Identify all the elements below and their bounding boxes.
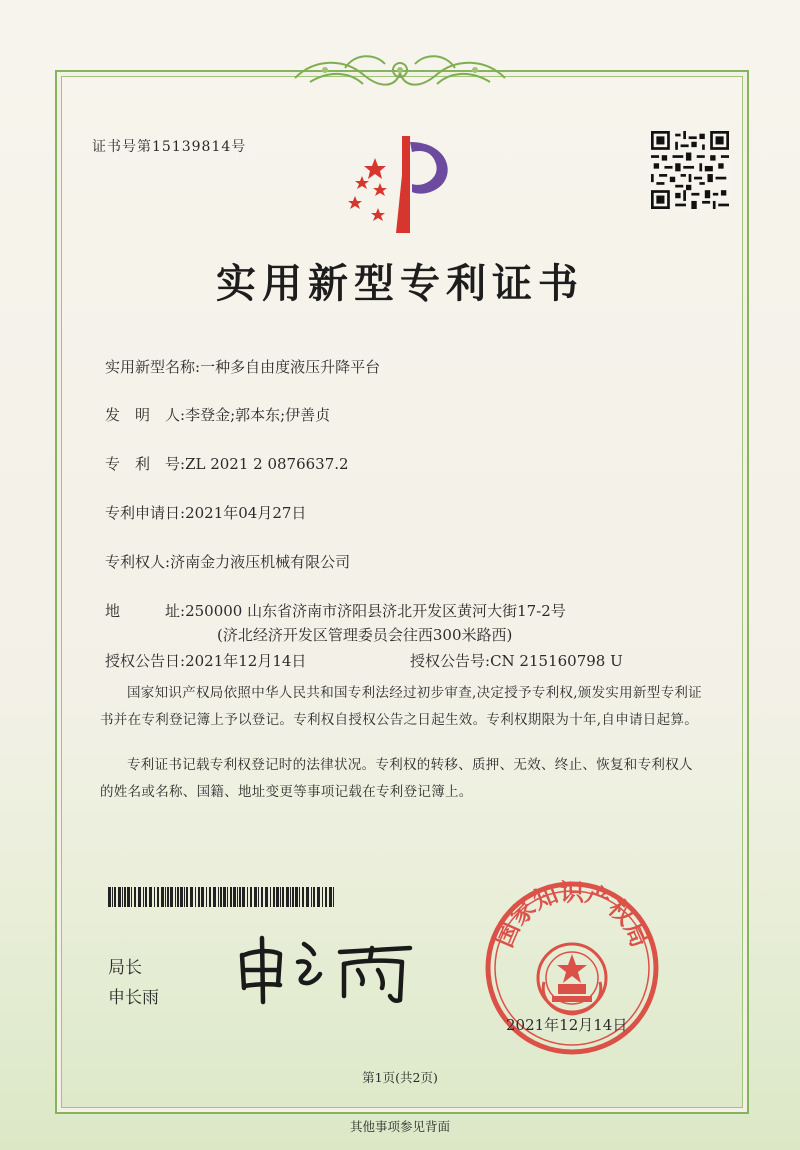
handwritten-signature [232,930,417,1005]
inventor-value: 李登金;郭本东;伊善贞 [185,406,331,424]
utility-model-name-value: 一种多自由度液压升降平台 [200,358,381,376]
address-row [105,600,566,621]
announcement-date-label: 授权公告日: [105,652,186,670]
footer-note: 其他事项参见背面 [349,1119,450,1134]
address-value-line1: 250000 山东省济南市济阳县济北开发区黄河大街17-2号 [185,602,566,620]
certificate-title: 实用新型专利证书 [216,260,584,307]
announcement-number-label: 授权公告号: [410,652,491,670]
patentee-label: 专利权人: [105,553,171,571]
grant-statement-paragraph: 国家知识产权局依照中华人民共和国专利法经过初步审查,决定授予专利权,颁发实用新型专利证书并在专利登记簿上予以登记。专利权自授权公告之日起生效。专利权期限为十年,自申请日起算。 [100,685,702,728]
announcement-date-value: 2021年12月14日 [185,652,307,670]
announcement-number-value: CN 215160798 U [490,652,623,670]
qr-code [651,131,729,209]
utility-model-name-row [105,356,380,377]
announcement-number-row [410,650,623,671]
filing-date-value: 2021年04月27日 [185,504,307,522]
signatory-name: 申长雨 [108,988,159,1008]
address-value-line2: (济北经济开发区管理委员会往西300米路西) [217,626,513,644]
filing-date-row [105,502,306,523]
patent-number-label: 专 利 号: [105,455,186,473]
patent-number-value: ZL 2021 2 0876637.2 [185,455,349,473]
patentee-row [105,551,350,572]
patent-number-row [105,453,349,474]
seal-text: 国家知识产权局 [490,878,654,952]
top-ornament [285,48,515,98]
cnipa-logo [340,128,470,238]
legal-status-paragraph: 专利证书记载专利权登记时的法律状况。专利权的转移、质押、无效、终止、恢复和专利权人的姓名或名称、国籍、地址变更等事项记载在专利登记簿上。 [100,757,693,800]
page-number: 第1页(共2页) [362,1070,438,1085]
announcement-date-row [105,650,306,671]
certificate-number: 证书号第15139814号 [92,139,247,155]
patentee-value: 济南金力液压机械有限公司 [170,553,351,571]
signatory-title: 局长 [108,958,142,978]
address-label: 地 址: [105,602,186,620]
seal-date: 2021年12月14日 [506,1016,628,1034]
barcode [108,887,336,907]
utility-model-name-label: 实用新型名称: [105,358,201,376]
filing-date-label: 专利申请日: [105,504,186,522]
inventor-row [105,404,330,425]
inventor-label: 发 明 人: [105,406,186,424]
